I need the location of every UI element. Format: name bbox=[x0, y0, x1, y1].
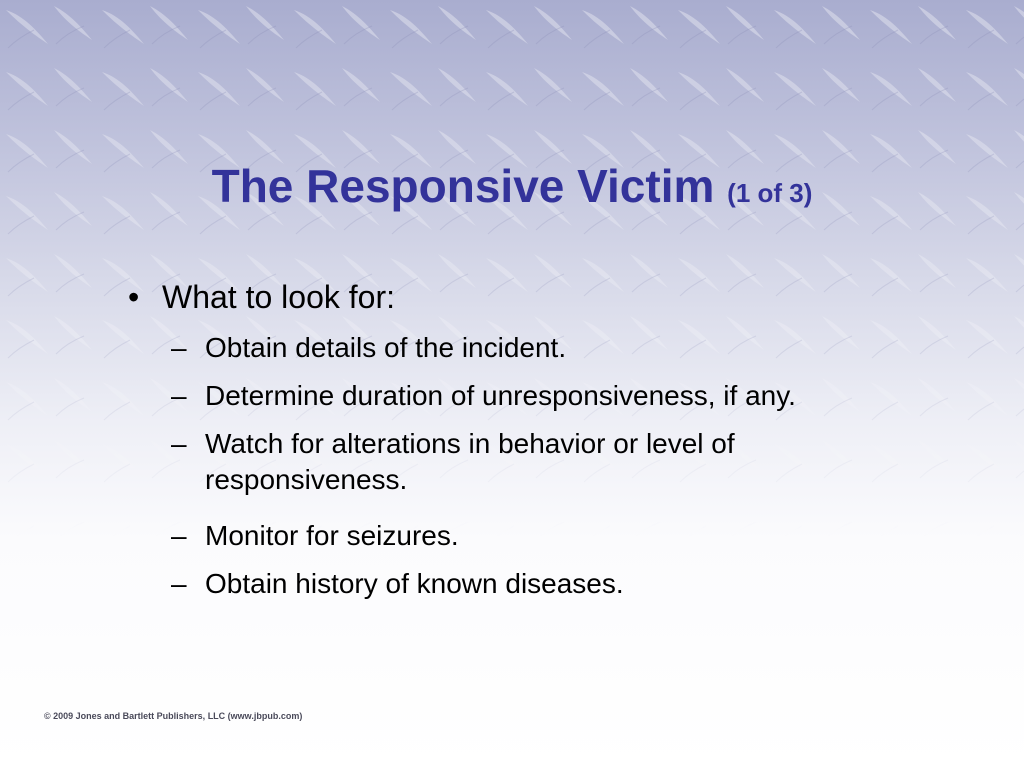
bullet-marker: • bbox=[128, 279, 140, 315]
sub-bullet-item bbox=[171, 426, 871, 498]
bullet-heading-text: What to look for: bbox=[162, 279, 395, 315]
dash-marker: – bbox=[171, 332, 187, 363]
title-main: The Responsive Victim bbox=[211, 160, 715, 212]
title-suffix: (1 of 3) bbox=[727, 178, 813, 208]
sub-bullet-item bbox=[171, 378, 971, 414]
dash-marker: – bbox=[171, 568, 187, 599]
dash-marker: – bbox=[171, 520, 187, 551]
sub-bullet-text: Watch for alterations in behavior or level of responsiveness. bbox=[205, 428, 735, 495]
dash-marker: – bbox=[171, 428, 187, 459]
sub-bullet-text: Obtain history of known diseases. bbox=[205, 568, 624, 599]
sub-bullet-item bbox=[171, 330, 971, 366]
sub-bullet-text: Monitor for seizures. bbox=[205, 520, 459, 551]
dash-marker: – bbox=[171, 380, 187, 411]
copyright-footer: © 2009 Jones and Bartlett Publishers, LLC (www.jbpub.com) bbox=[44, 711, 303, 721]
sub-bullet-text: Obtain details of the incident. bbox=[205, 332, 567, 363]
sub-bullet-text: Determine duration of unresponsiveness, if any. bbox=[205, 380, 796, 411]
sub-bullet-item bbox=[171, 518, 971, 554]
sub-bullet-item bbox=[171, 566, 971, 602]
